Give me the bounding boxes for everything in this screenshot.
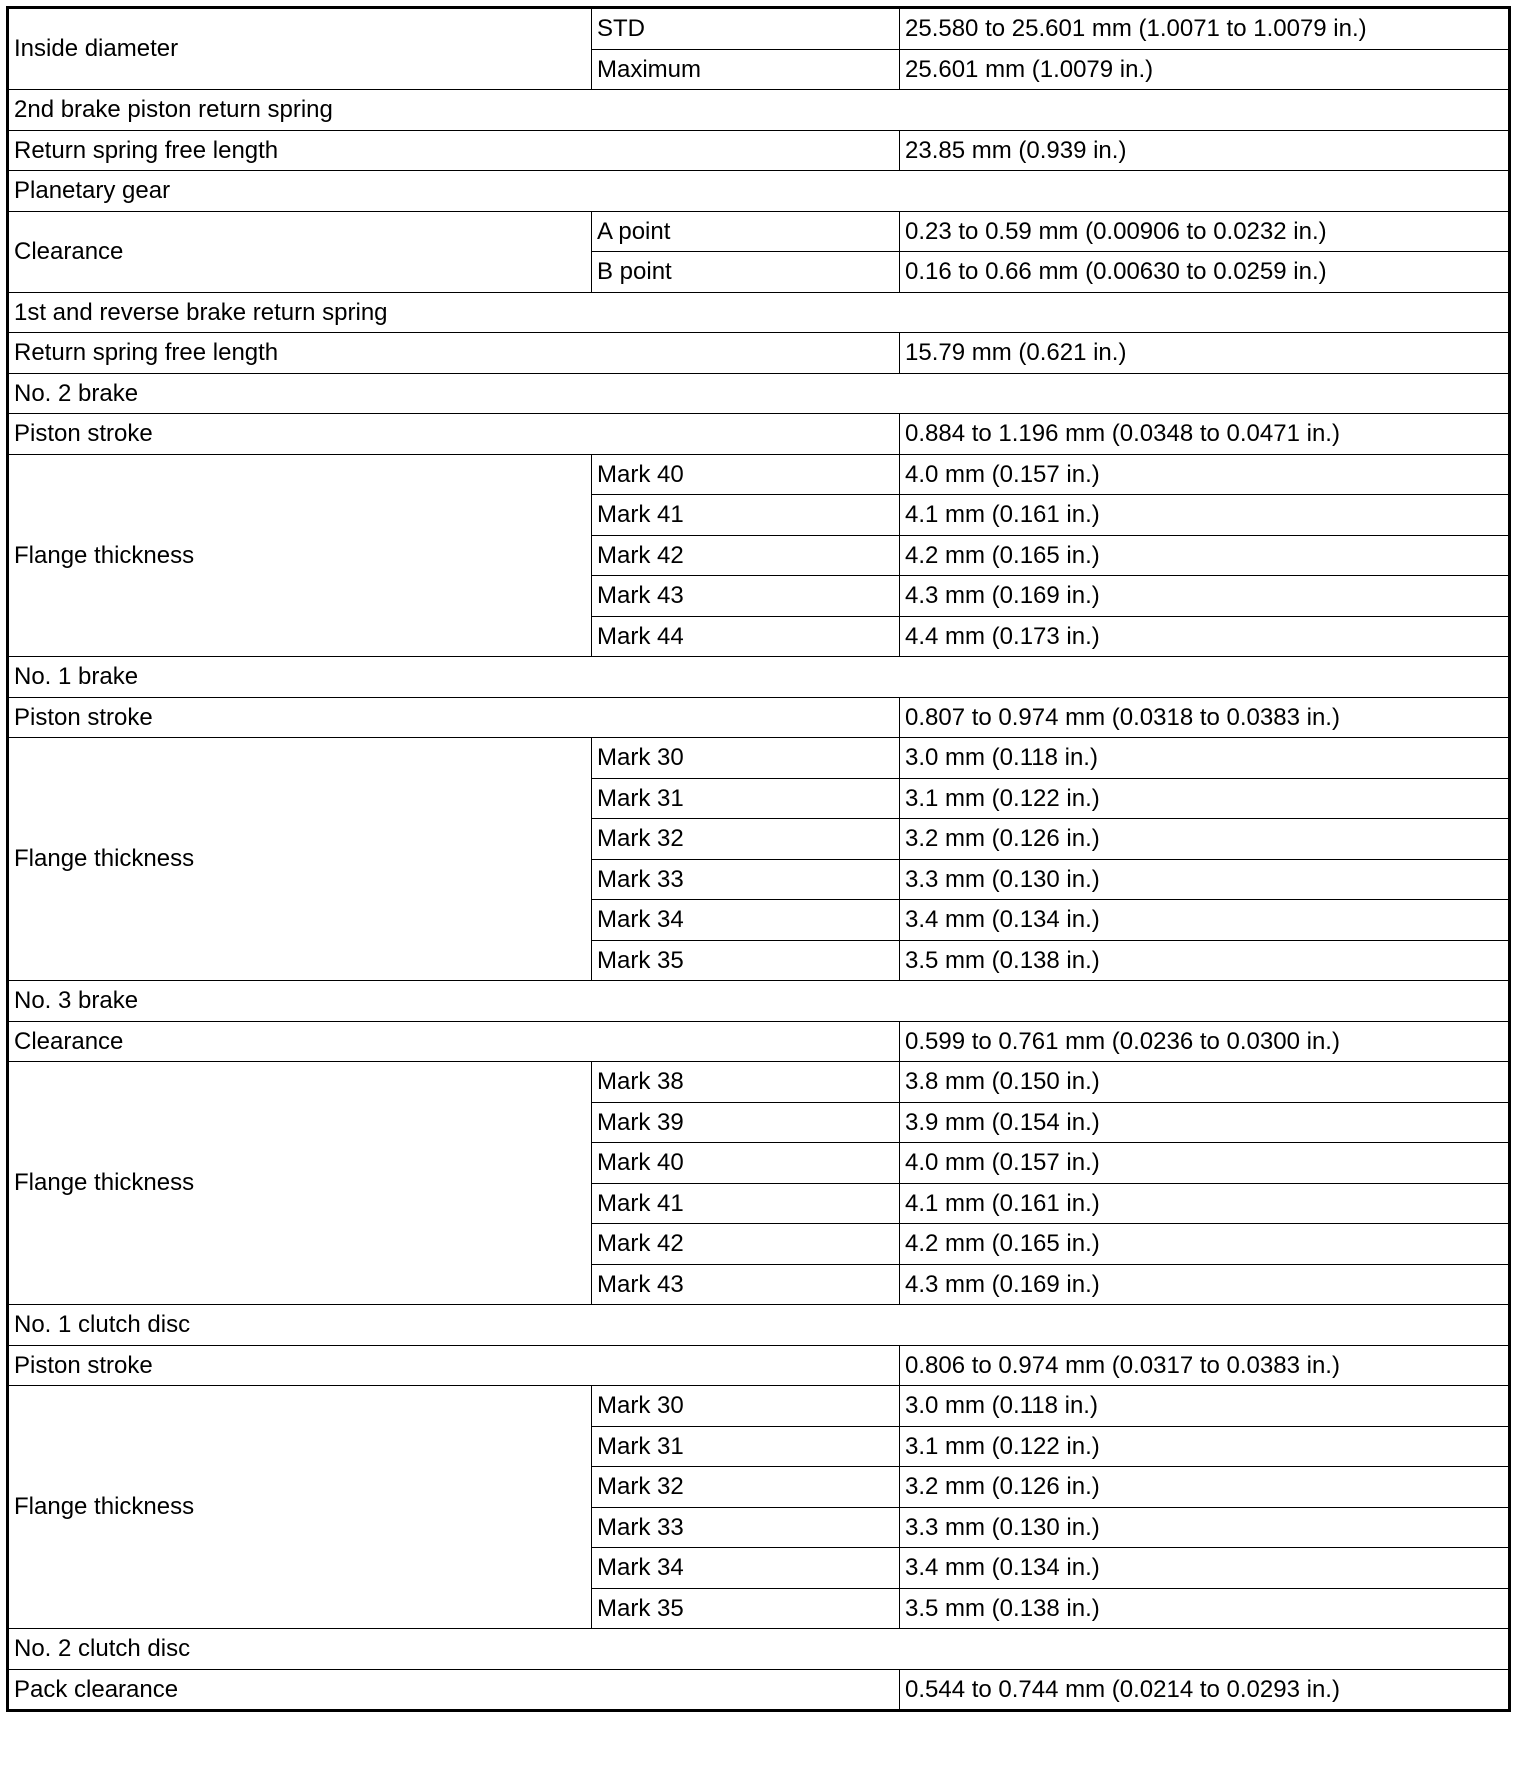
spec-value: 0.884 to 1.196 mm (0.0348 to 0.0471 in.) bbox=[900, 414, 1510, 455]
item-label: Flange thickness bbox=[8, 738, 592, 981]
condition-label: Mark 33 bbox=[592, 1507, 900, 1548]
spec-table bbox=[6, 6, 1511, 1712]
section-title: 1st and reverse brake return spring bbox=[8, 292, 1510, 333]
spec-value: 3.3 mm (0.130 in.) bbox=[900, 859, 1510, 900]
spec-value: 3.5 mm (0.138 in.) bbox=[900, 940, 1510, 981]
section-header-row bbox=[8, 373, 1510, 414]
condition-label: Mark 41 bbox=[592, 1183, 900, 1224]
table-row bbox=[8, 1345, 1510, 1386]
section-header-row bbox=[8, 292, 1510, 333]
condition-label: B point bbox=[592, 252, 900, 293]
condition-label: Mark 34 bbox=[592, 900, 900, 941]
table-row bbox=[8, 1669, 1510, 1711]
spec-value: 3.0 mm (0.118 in.) bbox=[900, 1386, 1510, 1427]
spec-value: 3.1 mm (0.122 in.) bbox=[900, 1426, 1510, 1467]
item-label: Clearance bbox=[8, 1021, 900, 1062]
condition-label: Mark 32 bbox=[592, 819, 900, 860]
condition-label: Mark 35 bbox=[592, 940, 900, 981]
item-label: Inside diameter bbox=[8, 8, 592, 90]
condition-label: Mark 43 bbox=[592, 1264, 900, 1305]
section-header-row bbox=[8, 90, 1510, 131]
spec-value: 4.4 mm (0.173 in.) bbox=[900, 616, 1510, 657]
spec-value: 3.3 mm (0.130 in.) bbox=[900, 1507, 1510, 1548]
spec-value: 0.806 to 0.974 mm (0.0317 to 0.0383 in.) bbox=[900, 1345, 1510, 1386]
section-title: No. 1 clutch disc bbox=[8, 1305, 1510, 1346]
spec-value: 4.3 mm (0.169 in.) bbox=[900, 576, 1510, 617]
condition-label: Mark 42 bbox=[592, 535, 900, 576]
condition-label: Mark 30 bbox=[592, 738, 900, 779]
section-title: No. 2 brake bbox=[8, 373, 1510, 414]
table-row bbox=[8, 1062, 1510, 1103]
spec-value: 3.9 mm (0.154 in.) bbox=[900, 1102, 1510, 1143]
condition-label: Mark 33 bbox=[592, 859, 900, 900]
table-row bbox=[8, 130, 1510, 171]
condition-label: Mark 31 bbox=[592, 1426, 900, 1467]
table-row bbox=[8, 8, 1510, 50]
spec-value: 3.2 mm (0.126 in.) bbox=[900, 819, 1510, 860]
spec-value: 0.599 to 0.761 mm (0.0236 to 0.0300 in.) bbox=[900, 1021, 1510, 1062]
section-title: No. 2 clutch disc bbox=[8, 1629, 1510, 1670]
condition-label: Mark 41 bbox=[592, 495, 900, 536]
section-title: 2nd brake piston return spring bbox=[8, 90, 1510, 131]
spec-value: 0.16 to 0.66 mm (0.00630 to 0.0259 in.) bbox=[900, 252, 1510, 293]
spec-value: 25.580 to 25.601 mm (1.0071 to 1.0079 in.) bbox=[900, 8, 1510, 50]
section-title: No. 3 brake bbox=[8, 981, 1510, 1022]
spec-value: 4.2 mm (0.165 in.) bbox=[900, 535, 1510, 576]
condition-label: Mark 32 bbox=[592, 1467, 900, 1508]
condition-label: Maximum bbox=[592, 49, 900, 90]
spec-value: 3.4 mm (0.134 in.) bbox=[900, 1548, 1510, 1589]
table-row bbox=[8, 738, 1510, 779]
table-row bbox=[8, 1021, 1510, 1062]
spec-value: 4.1 mm (0.161 in.) bbox=[900, 1183, 1510, 1224]
condition-label: Mark 39 bbox=[592, 1102, 900, 1143]
item-label: Flange thickness bbox=[8, 1062, 592, 1305]
table-row bbox=[8, 414, 1510, 455]
condition-label: A point bbox=[592, 211, 900, 252]
spec-value: 25.601 mm (1.0079 in.) bbox=[900, 49, 1510, 90]
item-label: Piston stroke bbox=[8, 1345, 900, 1386]
spec-value: 3.5 mm (0.138 in.) bbox=[900, 1588, 1510, 1629]
spec-value: 3.1 mm (0.122 in.) bbox=[900, 778, 1510, 819]
item-label: Clearance bbox=[8, 211, 592, 292]
item-label: Flange thickness bbox=[8, 454, 592, 657]
item-label: Flange thickness bbox=[8, 1386, 592, 1629]
section-header-row bbox=[8, 1305, 1510, 1346]
condition-label: Mark 40 bbox=[592, 454, 900, 495]
condition-label: Mark 42 bbox=[592, 1224, 900, 1265]
item-label: Piston stroke bbox=[8, 697, 900, 738]
section-title: No. 1 brake bbox=[8, 657, 1510, 698]
spec-value: 15.79 mm (0.621 in.) bbox=[900, 333, 1510, 374]
condition-label: Mark 35 bbox=[592, 1588, 900, 1629]
spec-value: 0.807 to 0.974 mm (0.0318 to 0.0383 in.) bbox=[900, 697, 1510, 738]
condition-label: Mark 30 bbox=[592, 1386, 900, 1427]
condition-label: Mark 40 bbox=[592, 1143, 900, 1184]
table-row bbox=[8, 454, 1510, 495]
spec-value: 4.0 mm (0.157 in.) bbox=[900, 454, 1510, 495]
condition-label: Mark 43 bbox=[592, 576, 900, 617]
spec-value: 4.3 mm (0.169 in.) bbox=[900, 1264, 1510, 1305]
spec-value: 4.0 mm (0.157 in.) bbox=[900, 1143, 1510, 1184]
section-header-row bbox=[8, 657, 1510, 698]
item-label: Pack clearance bbox=[8, 1669, 900, 1711]
spec-table-body bbox=[8, 8, 1510, 1711]
spec-value: 3.0 mm (0.118 in.) bbox=[900, 738, 1510, 779]
section-header-row bbox=[8, 1629, 1510, 1670]
spec-value: 3.8 mm (0.150 in.) bbox=[900, 1062, 1510, 1103]
table-row bbox=[8, 1386, 1510, 1427]
table-row bbox=[8, 333, 1510, 374]
item-label: Return spring free length bbox=[8, 333, 900, 374]
section-header-row bbox=[8, 981, 1510, 1022]
section-title: Planetary gear bbox=[8, 171, 1510, 212]
section-header-row bbox=[8, 171, 1510, 212]
spec-value: 23.85 mm (0.939 in.) bbox=[900, 130, 1510, 171]
spec-value: 3.4 mm (0.134 in.) bbox=[900, 900, 1510, 941]
spec-value: 4.1 mm (0.161 in.) bbox=[900, 495, 1510, 536]
condition-label: Mark 38 bbox=[592, 1062, 900, 1103]
spec-value: 0.544 to 0.744 mm (0.0214 to 0.0293 in.) bbox=[900, 1669, 1510, 1711]
item-label: Piston stroke bbox=[8, 414, 900, 455]
table-row bbox=[8, 697, 1510, 738]
table-row bbox=[8, 211, 1510, 252]
condition-label: Mark 31 bbox=[592, 778, 900, 819]
item-label: Return spring free length bbox=[8, 130, 900, 171]
spec-value: 3.2 mm (0.126 in.) bbox=[900, 1467, 1510, 1508]
condition-label: STD bbox=[592, 8, 900, 50]
spec-value: 0.23 to 0.59 mm (0.00906 to 0.0232 in.) bbox=[900, 211, 1510, 252]
condition-label: Mark 34 bbox=[592, 1548, 900, 1589]
condition-label: Mark 44 bbox=[592, 616, 900, 657]
spec-value: 4.2 mm (0.165 in.) bbox=[900, 1224, 1510, 1265]
